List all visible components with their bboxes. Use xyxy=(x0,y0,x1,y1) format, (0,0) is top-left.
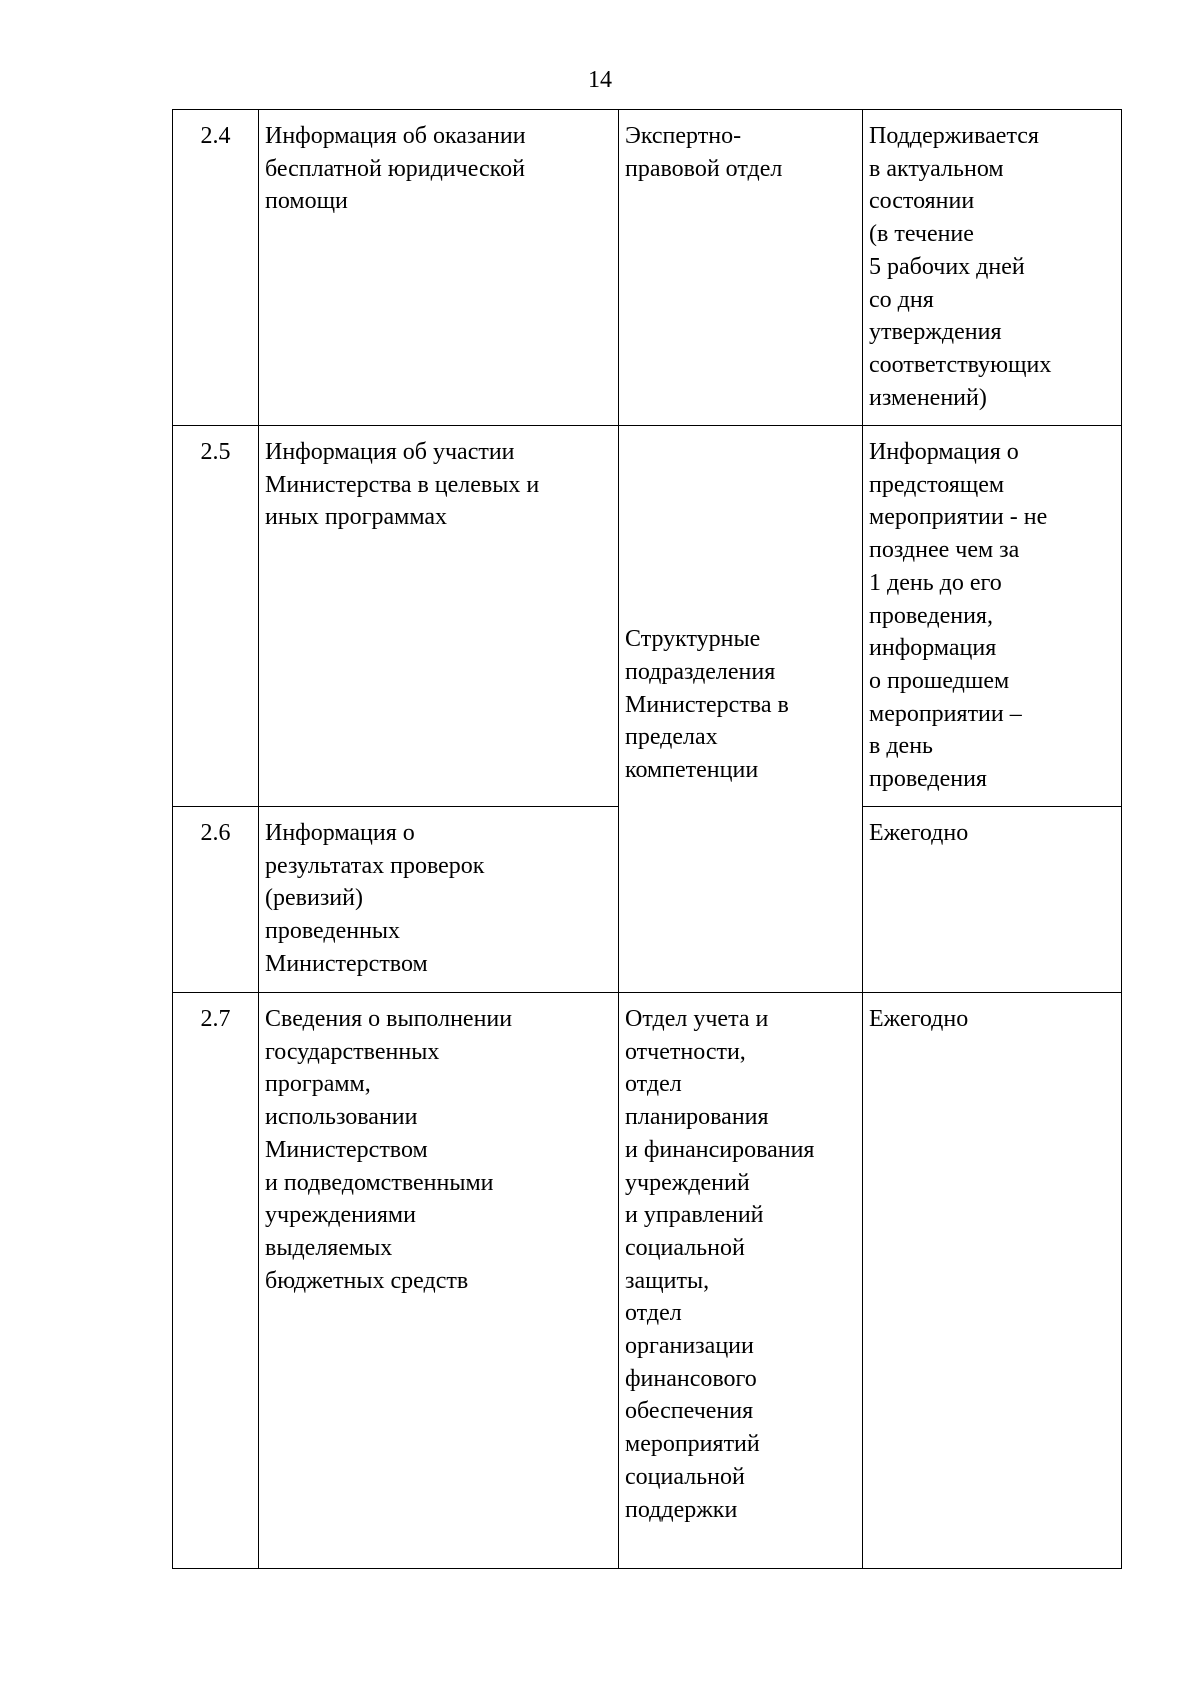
period-cell: Поддерживается в актуальном состоянии (в течение 5 рабочих дней со дня утверждения соответствующих изменений) xyxy=(863,110,1122,426)
info-cell: Информация об участии Министерства в целевых и иных программах xyxy=(259,426,619,807)
responsible-cell-merged xyxy=(619,426,863,993)
table-row xyxy=(173,110,1122,426)
period-cell: Ежегодно xyxy=(863,807,1122,993)
row-number: 2.7 xyxy=(173,993,259,1569)
table-row xyxy=(173,426,1122,807)
row-number: 2.4 xyxy=(173,110,259,426)
info-cell: Информация о результатах проверок (ревизий) проведенных Министерством xyxy=(259,807,619,993)
responsible-merged-text: Структурные подразделения Министерства в пределах компетенции xyxy=(625,626,789,784)
info-cell: Сведения о выполнении государственных программ, использовании Министерством и подведомственными учреждениями выделяемых бюджетных средств xyxy=(259,993,619,1569)
table-row xyxy=(173,993,1122,1569)
period-cell: Информация о предстоящем мероприятии - не позднее чем за 1 день до его проведения, информация о прошедшем мероприятии – в день проведения xyxy=(863,426,1122,807)
row-number: 2.6 xyxy=(173,807,259,993)
information-table xyxy=(172,109,1122,1569)
info-cell: Информация об оказании бесплатной юридической помощи xyxy=(259,110,619,426)
period-cell: Ежегодно xyxy=(863,993,1122,1569)
responsible-cell: Отдел учета и отчетности, отдел планирования и финансирования учреждений и управлений социальной защиты, отдел организации финансового обеспечения мероприятий социальной поддержки xyxy=(619,993,863,1569)
page-number: 14 xyxy=(588,67,612,93)
responsible-cell: Экспертно- правовой отдел xyxy=(619,110,863,426)
row-number: 2.5 xyxy=(173,426,259,807)
